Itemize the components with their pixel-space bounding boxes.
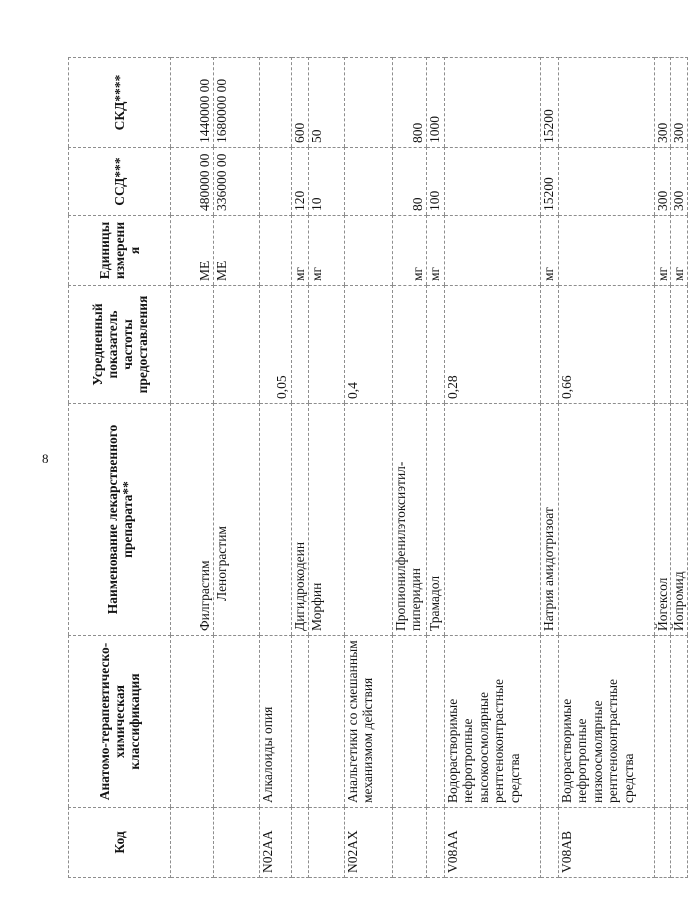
cell-code — [392, 808, 426, 878]
cell-unit: мг — [671, 216, 688, 286]
cell-freq: 0,4 — [344, 286, 392, 404]
drug-table — [68, 57, 688, 878]
header-atc: Анатомо-терапевтическо-химическая классификация — [69, 636, 171, 808]
cell-code — [540, 808, 558, 878]
cell-skd — [259, 58, 291, 148]
cell-ssd: 336000 00 — [213, 148, 259, 216]
cell-ssd — [444, 148, 540, 216]
cell-code: V08AB — [558, 808, 654, 878]
cell-drug: Пропионилфенилэтоксиэтил-пиперидин — [392, 404, 426, 636]
cell-drug — [259, 404, 291, 636]
cell-unit: МЕ — [171, 216, 214, 286]
cell-atc — [308, 636, 344, 808]
cell-drug — [344, 404, 392, 636]
cell-unit — [444, 216, 540, 286]
cell-skd: 600 — [291, 58, 308, 148]
cell-drug: Ленограстим — [213, 404, 259, 636]
cell-atc — [291, 636, 308, 808]
header-row — [69, 58, 171, 878]
header-skd: СКД**** — [69, 58, 171, 148]
cell-freq — [540, 286, 558, 404]
cell-unit — [259, 216, 291, 286]
cell-unit: мг — [291, 216, 308, 286]
cell-atc: Водорастворимые нефротропные высокоосмолярные рентгеноконтрастные средства — [444, 636, 540, 808]
cell-unit — [558, 216, 654, 286]
cell-skd: 50 — [308, 58, 344, 148]
cell-freq — [426, 286, 444, 404]
cell-code — [291, 808, 308, 878]
table-row — [308, 58, 344, 878]
cell-skd: 1680000 00 — [213, 58, 259, 148]
cell-ssd — [558, 148, 654, 216]
cell-skd — [444, 58, 540, 148]
cell-unit — [344, 216, 392, 286]
cell-ssd — [259, 148, 291, 216]
cell-drug: Йопромид — [671, 404, 688, 636]
cell-atc — [213, 636, 259, 808]
cell-freq — [654, 286, 671, 404]
cell-atc — [654, 636, 671, 808]
cell-skd — [558, 58, 654, 148]
cell-freq — [308, 286, 344, 404]
cell-freq — [171, 286, 214, 404]
cell-code: N02AX — [344, 808, 392, 878]
cell-code — [213, 808, 259, 878]
cell-code — [308, 808, 344, 878]
cell-drug: Морфин — [308, 404, 344, 636]
cell-ssd: 100 — [426, 148, 444, 216]
cell-skd: 800 — [392, 58, 426, 148]
cell-atc — [426, 636, 444, 808]
table-row — [540, 58, 558, 878]
cell-freq — [213, 286, 259, 404]
cell-skd: 1000 — [426, 58, 444, 148]
table-row — [213, 58, 259, 878]
cell-unit: мг — [654, 216, 671, 286]
cell-atc — [671, 636, 688, 808]
cell-freq: 0,66 — [558, 286, 654, 404]
cell-drug: Дигидрокодеин — [291, 404, 308, 636]
cell-unit: мг — [426, 216, 444, 286]
cell-ssd: 300 — [654, 148, 671, 216]
cell-freq: 0,28 — [444, 286, 540, 404]
rotated-table-container — [68, 58, 686, 878]
table-row — [171, 58, 214, 878]
table-row — [392, 58, 426, 878]
cell-skd: 300 — [654, 58, 671, 148]
table-row — [344, 58, 392, 878]
cell-code — [171, 808, 214, 878]
header-ssd: ССД*** — [69, 148, 171, 216]
cell-atc — [540, 636, 558, 808]
cell-code — [426, 808, 444, 878]
header-code: Код — [69, 808, 171, 878]
cell-atc: Алкалоиды опия — [259, 636, 291, 808]
cell-skd: 300 — [671, 58, 688, 148]
header-unit: Единицы измерения — [69, 216, 171, 286]
cell-code: N02AA — [259, 808, 291, 878]
cell-drug: Филграстим — [171, 404, 214, 636]
cell-code: V08AA — [444, 808, 540, 878]
table-row — [444, 58, 540, 878]
cell-freq — [392, 286, 426, 404]
cell-ssd: 15200 — [540, 148, 558, 216]
cell-unit: мг — [392, 216, 426, 286]
cell-unit: мг — [540, 216, 558, 286]
cell-skd — [344, 58, 392, 148]
cell-atc — [171, 636, 214, 808]
table-row — [558, 58, 654, 878]
cell-drug — [558, 404, 654, 636]
table-row — [671, 58, 688, 878]
header-freq: Усредненный показатель частоты предоставления — [69, 286, 171, 404]
cell-ssd: 10 — [308, 148, 344, 216]
cell-drug: Натрия амидотризоат — [540, 404, 558, 636]
cell-ssd: 80 — [392, 148, 426, 216]
cell-code — [654, 808, 671, 878]
page-number: 8 — [42, 451, 49, 466]
header-drug: Наименование лекарственного препарата** — [69, 404, 171, 636]
cell-code — [671, 808, 688, 878]
cell-drug: Йогексол — [654, 404, 671, 636]
table-row — [654, 58, 671, 878]
cell-atc: Водорастворимые нефротропные низкоосмолярные рентгеноконтрастные средства — [558, 636, 654, 808]
cell-drug — [444, 404, 540, 636]
cell-ssd: 120 — [291, 148, 308, 216]
cell-ssd: 300 — [671, 148, 688, 216]
cell-unit: мг — [308, 216, 344, 286]
table-row — [259, 58, 291, 878]
cell-skd: 15200 — [540, 58, 558, 148]
table-row — [291, 58, 308, 878]
cell-ssd: 480000 00 — [171, 148, 214, 216]
cell-atc: Анальгетики со смешанным механизмом действия — [344, 636, 392, 808]
cell-freq — [671, 286, 688, 404]
cell-drug: Трамадол — [426, 404, 444, 636]
cell-atc — [392, 636, 426, 808]
table-row — [426, 58, 444, 878]
cell-skd: 1440000 00 — [171, 58, 214, 148]
cell-ssd — [344, 148, 392, 216]
cell-unit: МЕ — [213, 216, 259, 286]
cell-freq: 0,05 — [259, 286, 291, 404]
cell-freq — [291, 286, 308, 404]
